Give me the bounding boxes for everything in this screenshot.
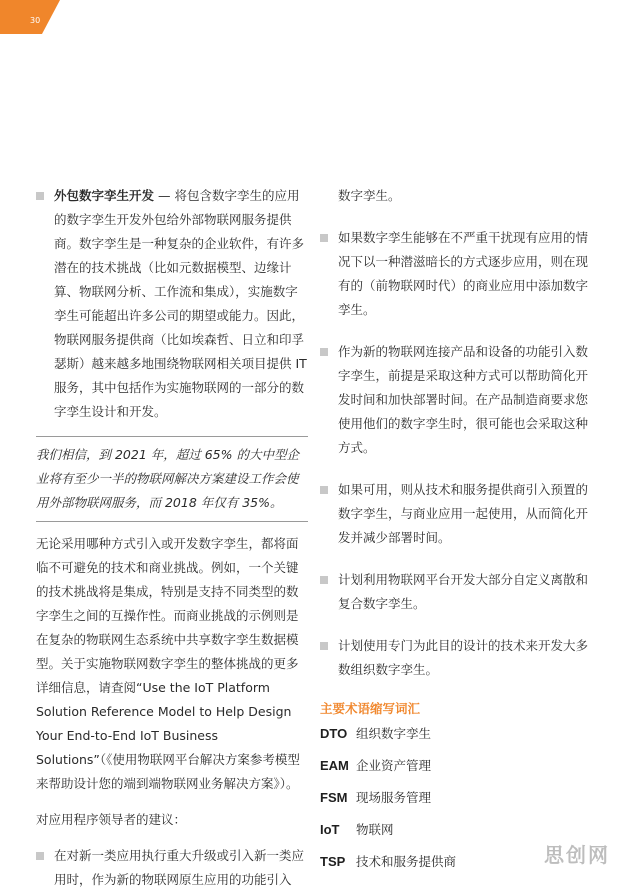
bullet-title: 外包数字孪生开发 <box>54 188 155 203</box>
advice-bullet-5: 计划利用物联网平台开发大部分自定义离散和复合数字孪生。 <box>320 568 592 616</box>
abbr-code: DTO <box>320 726 348 741</box>
advice-bullet-6: 计划使用专门为此目的设计的技术来开发大多数组织数字孪生。 <box>320 634 592 682</box>
abbr-def: 企业资产管理 <box>356 758 432 773</box>
abbr-row-eam <box>320 754 592 786</box>
abbr-code: EAM <box>320 758 349 773</box>
advice-bullet-3: 作为新的物联网连接产品和设备的功能引入数字孪生，前提是采取这种方式可以帮助简化开发时间和加快部署时间。在产品制造商要求您使用他们的数字孪生时，很可能也会采取这种方式。 <box>320 340 592 460</box>
advice-heading: 对应用程序领导者的建议： <box>36 812 187 827</box>
challenge-paragraph: 无论采用哪种方式引入或开发数字孪生，都将面临不可避免的技术和商业挑战。例如，一个关键的技术挑战将是集成，特别是支持不同类型的数字孪生之间的互操作性。而商业挑战的示例则是在复杂的物联网生态系统中共享数字孪生数据模型。关于实施物联网数字孪生的整体挑战的更多详细信息，请查阅“Use the IoT Platform Solution Reference Model to Help Design Your End-to-End IoT Business Solutions”（《使用物联网平台解决方案参考模型来帮助设计您的端到端物联网业务解决方案》）。 <box>36 536 300 791</box>
advice-bullet-1 <box>36 844 308 892</box>
abbr-code: TSP <box>320 854 346 869</box>
abbr-row-fsm <box>320 786 592 818</box>
abbr-code: IoT <box>320 822 340 837</box>
right-column <box>320 184 592 882</box>
advice-bullet-text: 在对新一类应用执行重大升级或引入新一类应用时，作为新的物联网原生应用的功能引入 <box>54 848 305 887</box>
bullet-text: — 将包含数字孪生的应用的数字孪生开发外包给外部物联网服务提供商。数字孪生是一种复杂的企业软件，有许多潜在的技术挑战（比如元数据模型、边缘计算、物联网分析、工作流和集成），实施数字孪生可能超出许多公司的期望或能力。因此，物联网服务提供商（比如埃森哲、日立和印孚瑟斯）越来越多地围绕物联网相关项目提供 IT 服务，其中包括作为实施物联网的一部分的数字孪生设计和开发。 <box>54 188 307 419</box>
abbr-def: 物联网 <box>356 822 394 837</box>
site-watermark: 思创网 <box>544 843 610 867</box>
left-column <box>36 184 308 892</box>
advice-bullet-2: 如果数字孪生能够在不严重干扰现有应用的情况下以一种潜滋暗长的方式逐步应用，则在现有的（前物联网时代）的商业应用中添加数字孪生。 <box>320 226 592 322</box>
pull-quote: 我们相信，到 2021 年，超过 65% 的大中型企业将有至少一半的物联网解决方案建设工作会使用外部物联网服务，而 2018 年仅有 35%。 <box>36 436 308 522</box>
abbr-def: 现场服务管理 <box>356 790 432 805</box>
abbr-def: 组织数字孪生 <box>356 726 432 741</box>
bullet-outsource-dev <box>36 184 308 424</box>
abbreviations-title: 主要术语缩写词汇 <box>320 701 421 716</box>
abbr-def: 技术和服务提供商 <box>356 854 457 869</box>
advice-bullet-4: 如果可用，则从技术和服务提供商引入预置的数字孪生，与商业应用一起使用，从而简化开发并减少部署时间。 <box>320 478 592 550</box>
abbr-row-dto <box>320 722 592 754</box>
continuation-span: 数字孪生。 <box>338 188 401 203</box>
page-number: 30 <box>30 16 41 25</box>
continuation-text <box>320 184 592 208</box>
abbr-code: FSM <box>320 790 348 805</box>
